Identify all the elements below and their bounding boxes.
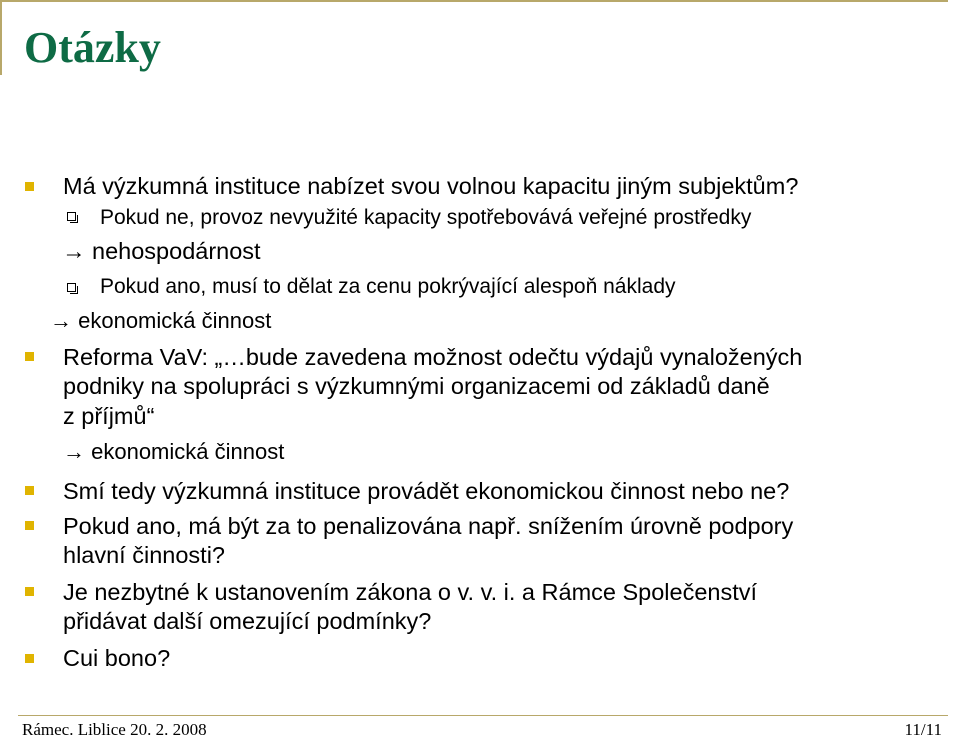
reforma-line-1: Reforma VaV: „…bude zavedena možnost odečtu výdajů vynaložených: [63, 344, 803, 370]
question-smi: Smí tedy výzkumná instituce provádět ekonomickou činnost nebo ne?: [63, 478, 790, 504]
frame-top-rule: [0, 0, 948, 2]
page-number: 11/11: [904, 720, 942, 739]
question-penalizace-1: Pokud ano, má být za to penalizována např. snížením úrovně podpory: [63, 513, 794, 539]
arrow-nehospodarnost: → nehospodárnost: [62, 238, 261, 264]
question-zakon-2: přidávat další omezující podmínky?: [63, 608, 432, 634]
bullet-icon: [25, 587, 34, 596]
question-cui-bono: Cui bono?: [63, 645, 171, 671]
question-penalizace-2: hlavní činnosti?: [63, 542, 225, 568]
footer-divider: [18, 715, 948, 716]
bullet-icon: [25, 654, 34, 663]
bullet-icon: [25, 521, 34, 530]
slide-title: Otázky: [24, 23, 161, 72]
checkbox-bullet-icon: [67, 283, 76, 292]
subpoint-no: Pokud ne, provoz nevyužité kapacity spotřebovává veřejné prostředky: [100, 206, 752, 229]
question-zakon-1: Je nezbytné k ustanovením zákona o v. v. i. a Rámce Společenství: [63, 579, 758, 605]
question-1: Má výzkumná instituce nabízet svou volnou kapacitu jiným subjektům?: [63, 173, 799, 199]
arrow-ekonomicka-2: → ekonomická činnost: [63, 439, 285, 464]
arrow-ekonomicka-1: → ekonomická činnost: [50, 308, 272, 333]
bullet-icon: [25, 486, 34, 495]
bullet-icon: [25, 352, 34, 361]
reforma-line-2: podniky na spolupráci s výzkumnými organizacemi od základů daně: [63, 373, 770, 399]
bullet-icon: [25, 182, 34, 191]
footer-left: Rámec. Liblice 20. 2. 2008: [22, 720, 207, 739]
frame-left-rule: [0, 0, 2, 75]
subpoint-yes: Pokud ano, musí to dělat za cenu pokrývající alespoň náklady: [100, 275, 676, 298]
reforma-line-3: z příjmů“: [63, 403, 155, 429]
checkbox-bullet-icon: [67, 212, 76, 221]
